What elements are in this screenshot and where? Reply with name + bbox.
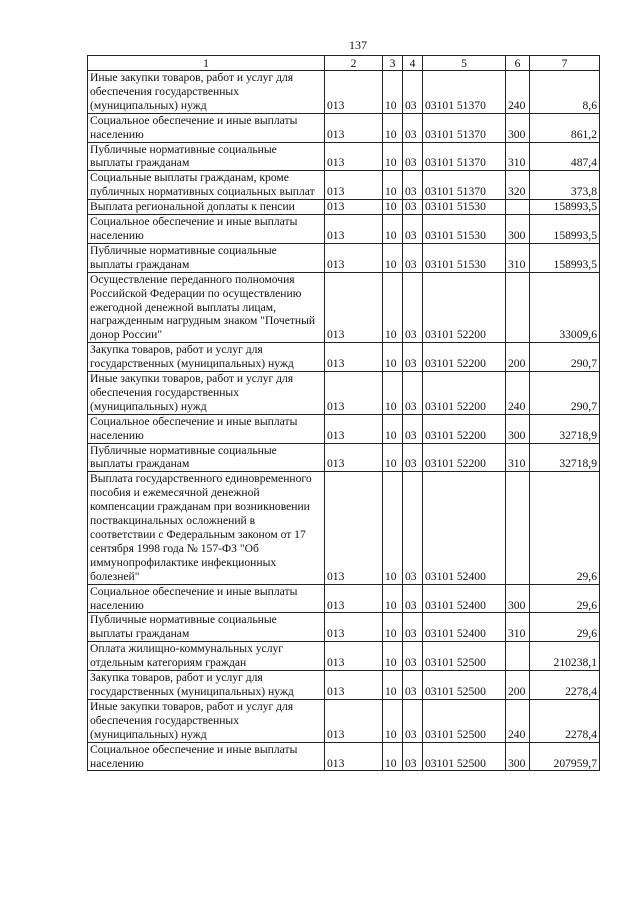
header-col-ministry: 2 [325, 56, 383, 71]
table-row [88, 642, 600, 671]
table-row [88, 443, 600, 472]
cell-name: Закупка товаров, работ и услуг для государственных (муниципальных) нужд [88, 671, 325, 700]
cell-target-code: 03101 52500 [423, 742, 506, 771]
cell-ministry-code: 013 [325, 414, 383, 443]
cell-expense-code: 310 [506, 443, 530, 472]
header-col-expense: 6 [506, 56, 530, 71]
cell-ministry-code: 013 [325, 642, 383, 671]
cell-expense-code: 300 [506, 584, 530, 613]
cell-amount: 33009,6 [530, 272, 600, 343]
cell-subsection-code: 03 [403, 671, 423, 700]
table-row [88, 742, 600, 771]
table-row [88, 472, 600, 584]
cell-ministry-code: 013 [325, 243, 383, 272]
cell-ministry-code: 013 [325, 343, 383, 372]
table-row [88, 671, 600, 700]
cell-name: Социальные выплаты гражданам, кроме публичных нормативных социальных выплат [88, 171, 325, 200]
cell-amount: 158993,5 [530, 243, 600, 272]
cell-target-code: 03101 52400 [423, 613, 506, 642]
cell-name: Публичные нормативные социальные выплаты гражданам [88, 142, 325, 171]
cell-subsection-code: 03 [403, 71, 423, 114]
table-row [88, 343, 600, 372]
cell-ministry-code: 013 [325, 671, 383, 700]
cell-name: Социальное обеспечение и иные выплаты населению [88, 215, 325, 244]
cell-ministry-code: 013 [325, 372, 383, 415]
cell-amount: 158993,5 [530, 215, 600, 244]
cell-section-code: 10 [383, 671, 403, 700]
cell-amount: 861,2 [530, 113, 600, 142]
cell-expense-code [506, 272, 530, 343]
cell-expense-code: 240 [506, 71, 530, 114]
cell-target-code: 03101 52200 [423, 343, 506, 372]
cell-amount: 32718,9 [530, 443, 600, 472]
table-row [88, 113, 600, 142]
cell-expense-code: 300 [506, 215, 530, 244]
table-row [88, 215, 600, 244]
table-row [88, 414, 600, 443]
cell-name: Иные закупки товаров, работ и услуг для обеспечения государственных (муниципальных) нужд [88, 372, 325, 415]
cell-subsection-code: 03 [403, 584, 423, 613]
header-col-subsection: 4 [403, 56, 423, 71]
cell-subsection-code: 03 [403, 272, 423, 343]
table-row [88, 272, 600, 343]
cell-expense-code [506, 200, 530, 215]
cell-target-code: 03101 51370 [423, 171, 506, 200]
cell-expense-code: 310 [506, 142, 530, 171]
cell-name: Социальное обеспечение и иные выплаты населению [88, 742, 325, 771]
cell-section-code: 10 [383, 584, 403, 613]
cell-name: Выплата государственного единовременного пособия и ежемесячной денежной компенсации гражданам при возникновении поствакцинальных осложнений в соответствии с Федеральным законом от 17 сентября 1998 года № 157-ФЗ "Об иммунопрофилактике инфекционных болезней" [88, 472, 325, 584]
cell-name: Выплата региональной доплаты к пенсии [88, 200, 325, 215]
cell-subsection-code: 03 [403, 642, 423, 671]
cell-section-code: 10 [383, 243, 403, 272]
cell-subsection-code: 03 [403, 343, 423, 372]
cell-ministry-code: 013 [325, 699, 383, 742]
cell-name: Социальное обеспечение и иные выплаты населению [88, 414, 325, 443]
cell-expense-code [506, 642, 530, 671]
cell-subsection-code: 03 [403, 142, 423, 171]
cell-subsection-code: 03 [403, 472, 423, 584]
cell-subsection-code: 03 [403, 215, 423, 244]
cell-amount: 290,7 [530, 372, 600, 415]
table-row [88, 243, 600, 272]
cell-name: Иные закупки товаров, работ и услуг для обеспечения государственных (муниципальных) нужд [88, 71, 325, 114]
cell-section-code: 10 [383, 171, 403, 200]
cell-ministry-code: 013 [325, 443, 383, 472]
cell-target-code: 03101 52500 [423, 642, 506, 671]
cell-section-code: 10 [383, 272, 403, 343]
page-number: 137 [349, 38, 367, 52]
cell-section-code: 10 [383, 472, 403, 584]
cell-subsection-code: 03 [403, 414, 423, 443]
cell-section-code: 10 [383, 113, 403, 142]
table-row [88, 584, 600, 613]
cell-section-code: 10 [383, 71, 403, 114]
cell-ministry-code: 013 [325, 200, 383, 215]
cell-name: Осуществление переданного полномочия Российской Федерации по осуществлению ежегодной денежной выплаты лицам, награжденным нагрудным знаком "Почетный донор России" [88, 272, 325, 343]
cell-section-code: 10 [383, 613, 403, 642]
cell-name: Публичные нормативные социальные выплаты гражданам [88, 243, 325, 272]
budget-table [87, 55, 600, 771]
cell-amount: 373,8 [530, 171, 600, 200]
cell-target-code: 03101 51370 [423, 71, 506, 114]
cell-name: Социальное обеспечение и иные выплаты населению [88, 113, 325, 142]
table-header [88, 56, 600, 71]
cell-name: Оплата жилищно-коммунальных услуг отдельным категориям граждан [88, 642, 325, 671]
cell-target-code: 03101 52200 [423, 372, 506, 415]
cell-target-code: 03101 51370 [423, 113, 506, 142]
cell-name: Закупка товаров, работ и услуг для государственных (муниципальных) нужд [88, 343, 325, 372]
cell-ministry-code: 013 [325, 742, 383, 771]
cell-section-code: 10 [383, 343, 403, 372]
cell-expense-code: 200 [506, 343, 530, 372]
table-row [88, 142, 600, 171]
cell-ministry-code: 013 [325, 613, 383, 642]
cell-amount: 32718,9 [530, 414, 600, 443]
cell-expense-code: 310 [506, 613, 530, 642]
cell-amount: 29,6 [530, 613, 600, 642]
cell-target-code: 03101 52400 [423, 584, 506, 613]
header-col-name: 1 [88, 56, 325, 71]
cell-ministry-code: 013 [325, 171, 383, 200]
cell-target-code: 03101 52200 [423, 443, 506, 472]
header-col-target: 5 [423, 56, 506, 71]
table-row [88, 699, 600, 742]
cell-target-code: 03101 52200 [423, 272, 506, 343]
header-col-section: 3 [383, 56, 403, 71]
cell-expense-code: 240 [506, 699, 530, 742]
cell-ministry-code: 013 [325, 71, 383, 114]
cell-target-code: 03101 51370 [423, 142, 506, 171]
cell-subsection-code: 03 [403, 742, 423, 771]
cell-section-code: 10 [383, 215, 403, 244]
cell-expense-code: 320 [506, 171, 530, 200]
table-row [88, 171, 600, 200]
cell-section-code: 10 [383, 642, 403, 671]
cell-section-code: 10 [383, 200, 403, 215]
cell-ministry-code: 013 [325, 584, 383, 613]
cell-subsection-code: 03 [403, 699, 423, 742]
cell-ministry-code: 013 [325, 113, 383, 142]
cell-target-code: 03101 51530 [423, 215, 506, 244]
header-col-amount: 7 [530, 56, 600, 71]
cell-amount: 8,6 [530, 71, 600, 114]
cell-expense-code: 200 [506, 671, 530, 700]
cell-expense-code: 300 [506, 742, 530, 771]
cell-section-code: 10 [383, 142, 403, 171]
cell-subsection-code: 03 [403, 113, 423, 142]
cell-subsection-code: 03 [403, 372, 423, 415]
table-row [88, 613, 600, 642]
cell-expense-code: 300 [506, 414, 530, 443]
cell-amount: 2278,4 [530, 699, 600, 742]
cell-amount: 207959,7 [530, 742, 600, 771]
cell-ministry-code: 013 [325, 272, 383, 343]
table-row [88, 200, 600, 215]
cell-target-code: 03101 52200 [423, 414, 506, 443]
cell-amount: 210238,1 [530, 642, 600, 671]
cell-name: Социальное обеспечение и иные выплаты населению [88, 584, 325, 613]
cell-target-code: 03101 52500 [423, 699, 506, 742]
cell-expense-code: 300 [506, 113, 530, 142]
cell-subsection-code: 03 [403, 171, 423, 200]
cell-amount: 2278,4 [530, 671, 600, 700]
cell-expense-code: 240 [506, 372, 530, 415]
cell-section-code: 10 [383, 699, 403, 742]
cell-section-code: 10 [383, 443, 403, 472]
cell-amount: 29,6 [530, 584, 600, 613]
header-row [88, 56, 600, 71]
cell-section-code: 10 [383, 372, 403, 415]
cell-subsection-code: 03 [403, 200, 423, 215]
cell-target-code: 03101 52400 [423, 472, 506, 584]
cell-name: Иные закупки товаров, работ и услуг для обеспечения государственных (муниципальных) нужд [88, 699, 325, 742]
cell-target-code: 03101 51530 [423, 243, 506, 272]
cell-target-code: 03101 51530 [423, 200, 506, 215]
cell-amount: 487,4 [530, 142, 600, 171]
cell-amount: 29,6 [530, 472, 600, 584]
table-body [88, 71, 600, 771]
cell-subsection-code: 03 [403, 443, 423, 472]
cell-subsection-code: 03 [403, 613, 423, 642]
cell-amount: 158993,5 [530, 200, 600, 215]
table-row [88, 372, 600, 415]
cell-subsection-code: 03 [403, 243, 423, 272]
cell-ministry-code: 013 [325, 142, 383, 171]
cell-name: Публичные нормативные социальные выплаты гражданам [88, 443, 325, 472]
table-row [88, 71, 600, 114]
cell-name: Публичные нормативные социальные выплаты гражданам [88, 613, 325, 642]
cell-expense-code: 310 [506, 243, 530, 272]
cell-amount: 290,7 [530, 343, 600, 372]
cell-section-code: 10 [383, 742, 403, 771]
cell-section-code: 10 [383, 414, 403, 443]
cell-target-code: 03101 52500 [423, 671, 506, 700]
cell-ministry-code: 013 [325, 472, 383, 584]
cell-expense-code [506, 472, 530, 584]
cell-ministry-code: 013 [325, 215, 383, 244]
